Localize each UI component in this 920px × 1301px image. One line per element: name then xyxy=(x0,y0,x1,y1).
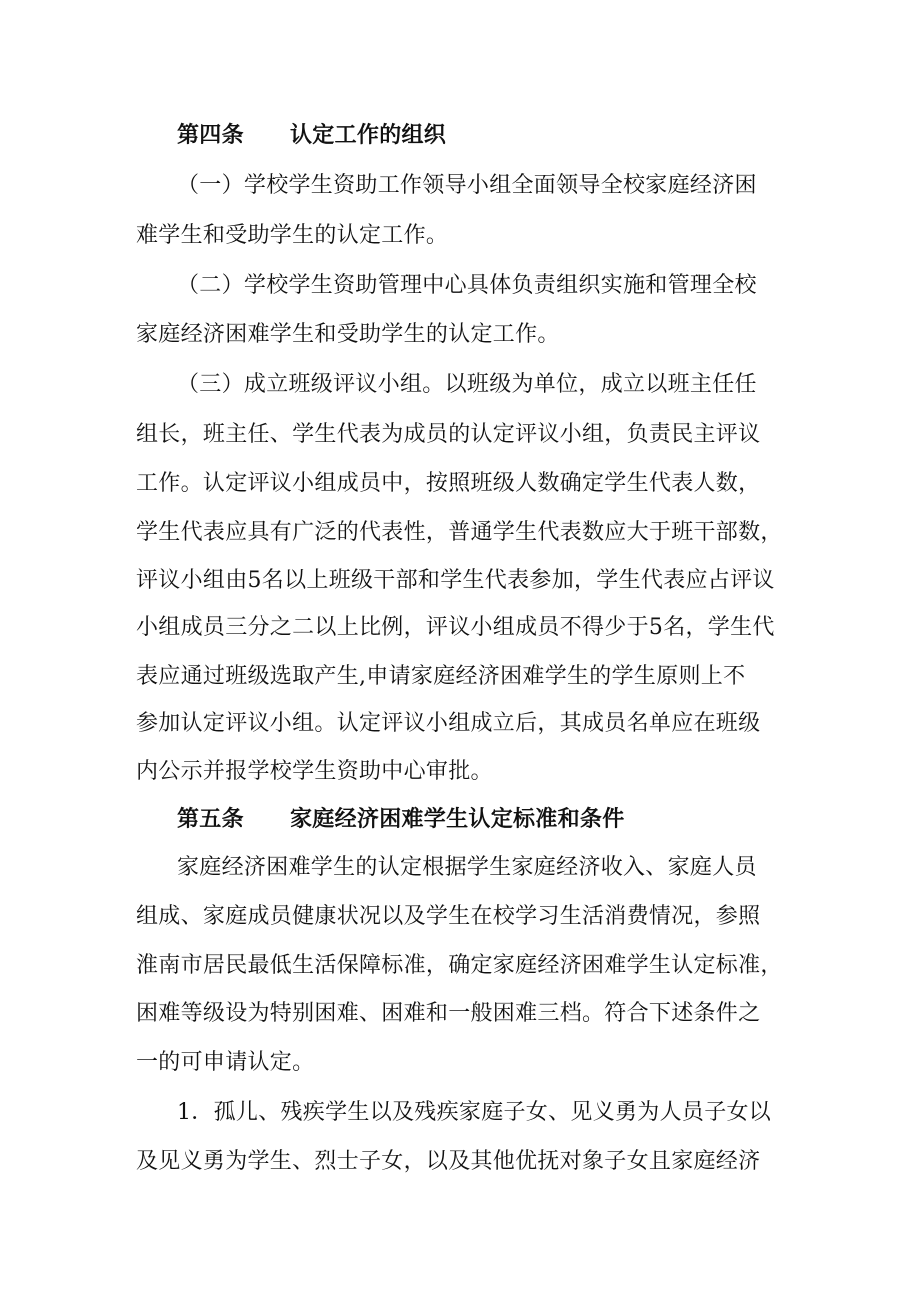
article-5-heading xyxy=(177,805,625,833)
article-5-number: 第五条 xyxy=(177,806,244,832)
paragraph-line: （一）学校学生资助工作领导小组全面领导全校家庭经济困 xyxy=(177,173,757,198)
paragraph-line: 家庭经济困难学生的认定根据学生家庭经济收入、家庭人员 xyxy=(177,855,757,880)
paragraph-line: 表应通过班级选取产生,申请家庭经济困难学生的学生原则上不 xyxy=(136,664,746,689)
article-5-title: 家庭经济困难学生认定标准和条件 xyxy=(290,806,625,832)
paragraph-line: 组成、家庭成员健康状况以及学生在校学习生活消费情况，参照 xyxy=(136,904,761,929)
paragraph-line: 一的可申请认定。 xyxy=(136,1050,315,1075)
paragraph-line: 及见义勇为学生、烈士子女，以及其他优抚对象子女且家庭经济 xyxy=(136,1149,761,1174)
article-4-heading xyxy=(177,121,446,149)
paragraph-line: 参加认定评议小组。认定评议小组成立后，其成员名单应在班级 xyxy=(136,711,761,736)
paragraph-line: 组长，班主任、学生代表为成员的认定评议小组，负责民主评议 xyxy=(136,422,761,447)
paragraph-line: （三）成立班级评议小组。以班级为单位，成立以班主任任 xyxy=(177,372,757,397)
paragraph-line: 学生代表应具有广泛的代表性，普通学生代表数应大于班干部数， xyxy=(136,520,783,545)
paragraph-line: 淮南市居民最低生活保障标准，确定家庭经济困难学生认定标准， xyxy=(136,953,783,978)
paragraph-line: 困难等级设为特别困难、困难和一般困难三档。符合下述条件之 xyxy=(136,1001,761,1026)
paragraph-line: （二）学校学生资助管理中心具体负责组织实施和管理全校 xyxy=(177,273,757,298)
paragraph-line: 难学生和受助学生的认定工作。 xyxy=(136,223,449,248)
paragraph-line: 1．孤儿、残疾学生以及残疾家庭子女、见义勇为人员子女以 xyxy=(177,1100,772,1125)
article-4-title: 认定工作的组织 xyxy=(290,122,447,148)
paragraph-line: 评议小组由5名以上班级干部和学生代表参加，学生代表应占评议 xyxy=(136,568,775,593)
paragraph-line: 工作。认定评议小组成员中，按照班级人数确定学生代表人数， xyxy=(136,471,761,496)
article-4-number: 第四条 xyxy=(177,122,244,148)
paragraph-line: 内公示并报学校学生资助中心审批。 xyxy=(136,759,493,784)
paragraph-line: 小组成员三分之二以上比例，评议小组成员不得少于5名，学生代 xyxy=(136,615,775,640)
paragraph-line: 家庭经济困难学生和受助学生的认定工作。 xyxy=(136,322,560,347)
